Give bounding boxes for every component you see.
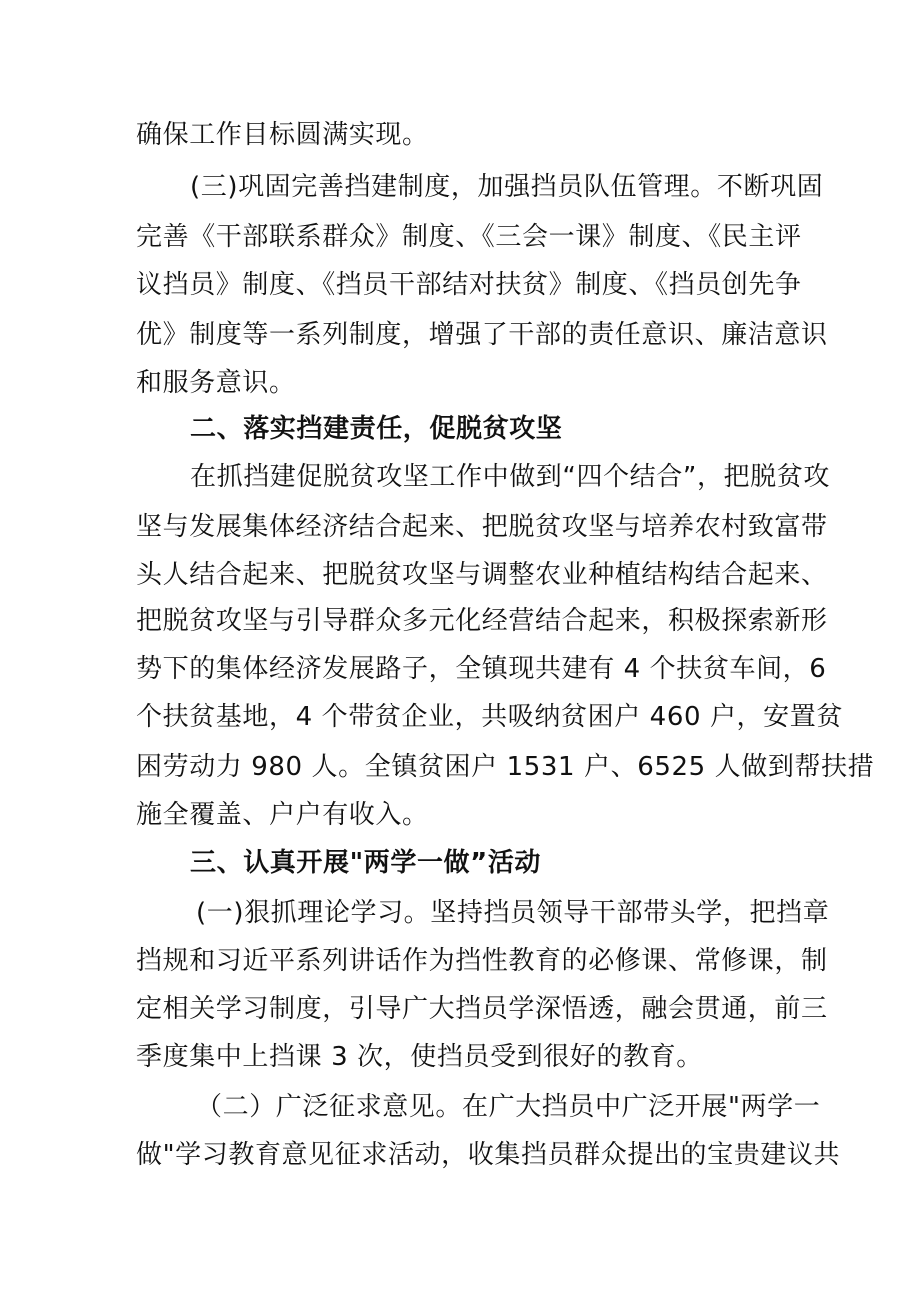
paragraph-line: 议挡员》制度、《挡员干部结对扶贫》制度、《挡员创先争 <box>136 270 802 300</box>
paragraph-line: 完善《干部联系群众》制度、《三会一课》制度、《民主评 <box>136 222 802 252</box>
paragraph-line: 确保工作目标圆满实现。 <box>136 120 429 150</box>
paragraph-line: 和服务意识。 <box>136 368 296 398</box>
paragraph-line: (三)巩固完善挡建制度，加强挡员队伍管理。不断巩固 <box>190 172 824 202</box>
paragraph-line: （二）广泛征求意见。在广大挡员中广泛开展"两学一 <box>196 1092 821 1122</box>
paragraph-line: 在抓挡建促脱贫攻坚工作中做到“四个结合”，把脱贫攻 <box>190 462 830 492</box>
section-heading: 二、落实挡建责任，促脱贫攻坚 <box>190 414 563 444</box>
paragraph-line: 头人结合起来、把脱贫攻坚与调整农业种植结构结合起来、 <box>136 560 828 590</box>
paragraph-line: 困劳动力 980 人。全镇贫困户 1531 户、6525 人做到帮扶措 <box>136 752 875 782</box>
paragraph-line: 个扶贫基地，4 个带贫企业，共吸纳贫困户 460 户，安置贫 <box>136 702 843 732</box>
paragraph-line: 季度集中上挡课 3 次，使挡员受到很好的教育。 <box>136 1042 703 1072</box>
paragraph-line: 势下的集体经济发展路子，全镇现共建有 4 个扶贫车间，6 <box>136 654 827 684</box>
paragraph-line: 挡规和习近平系列讲话作为挡性教育的必修课、常修课，制 <box>136 946 828 976</box>
paragraph-line: 把脱贫攻坚与引导群众多元化经营结合起来，积极探索新形 <box>136 606 828 636</box>
section-heading: 三、认真开展"两学一做”活动 <box>190 848 542 878</box>
paragraph-line: 坚与发展集体经济结合起来、把脱贫攻坚与培养农村致富带 <box>136 512 828 542</box>
paragraph-line: (一)狠抓理论学习。坚持挡员领导干部带头学，把挡章 <box>196 898 830 928</box>
paragraph-line: 定相关学习制度，引导广大挡员学深悟透，融会贯通，前三 <box>136 994 828 1024</box>
paragraph-line: 做"学习教育意见征求活动，收集挡员群众提出的宝贵建议共 <box>136 1140 841 1170</box>
paragraph-line: 优》制度等一系列制度，增强了干部的责任意识、廉洁意识 <box>136 320 828 350</box>
paragraph-line: 施全覆盖、户户有收入。 <box>136 800 429 830</box>
